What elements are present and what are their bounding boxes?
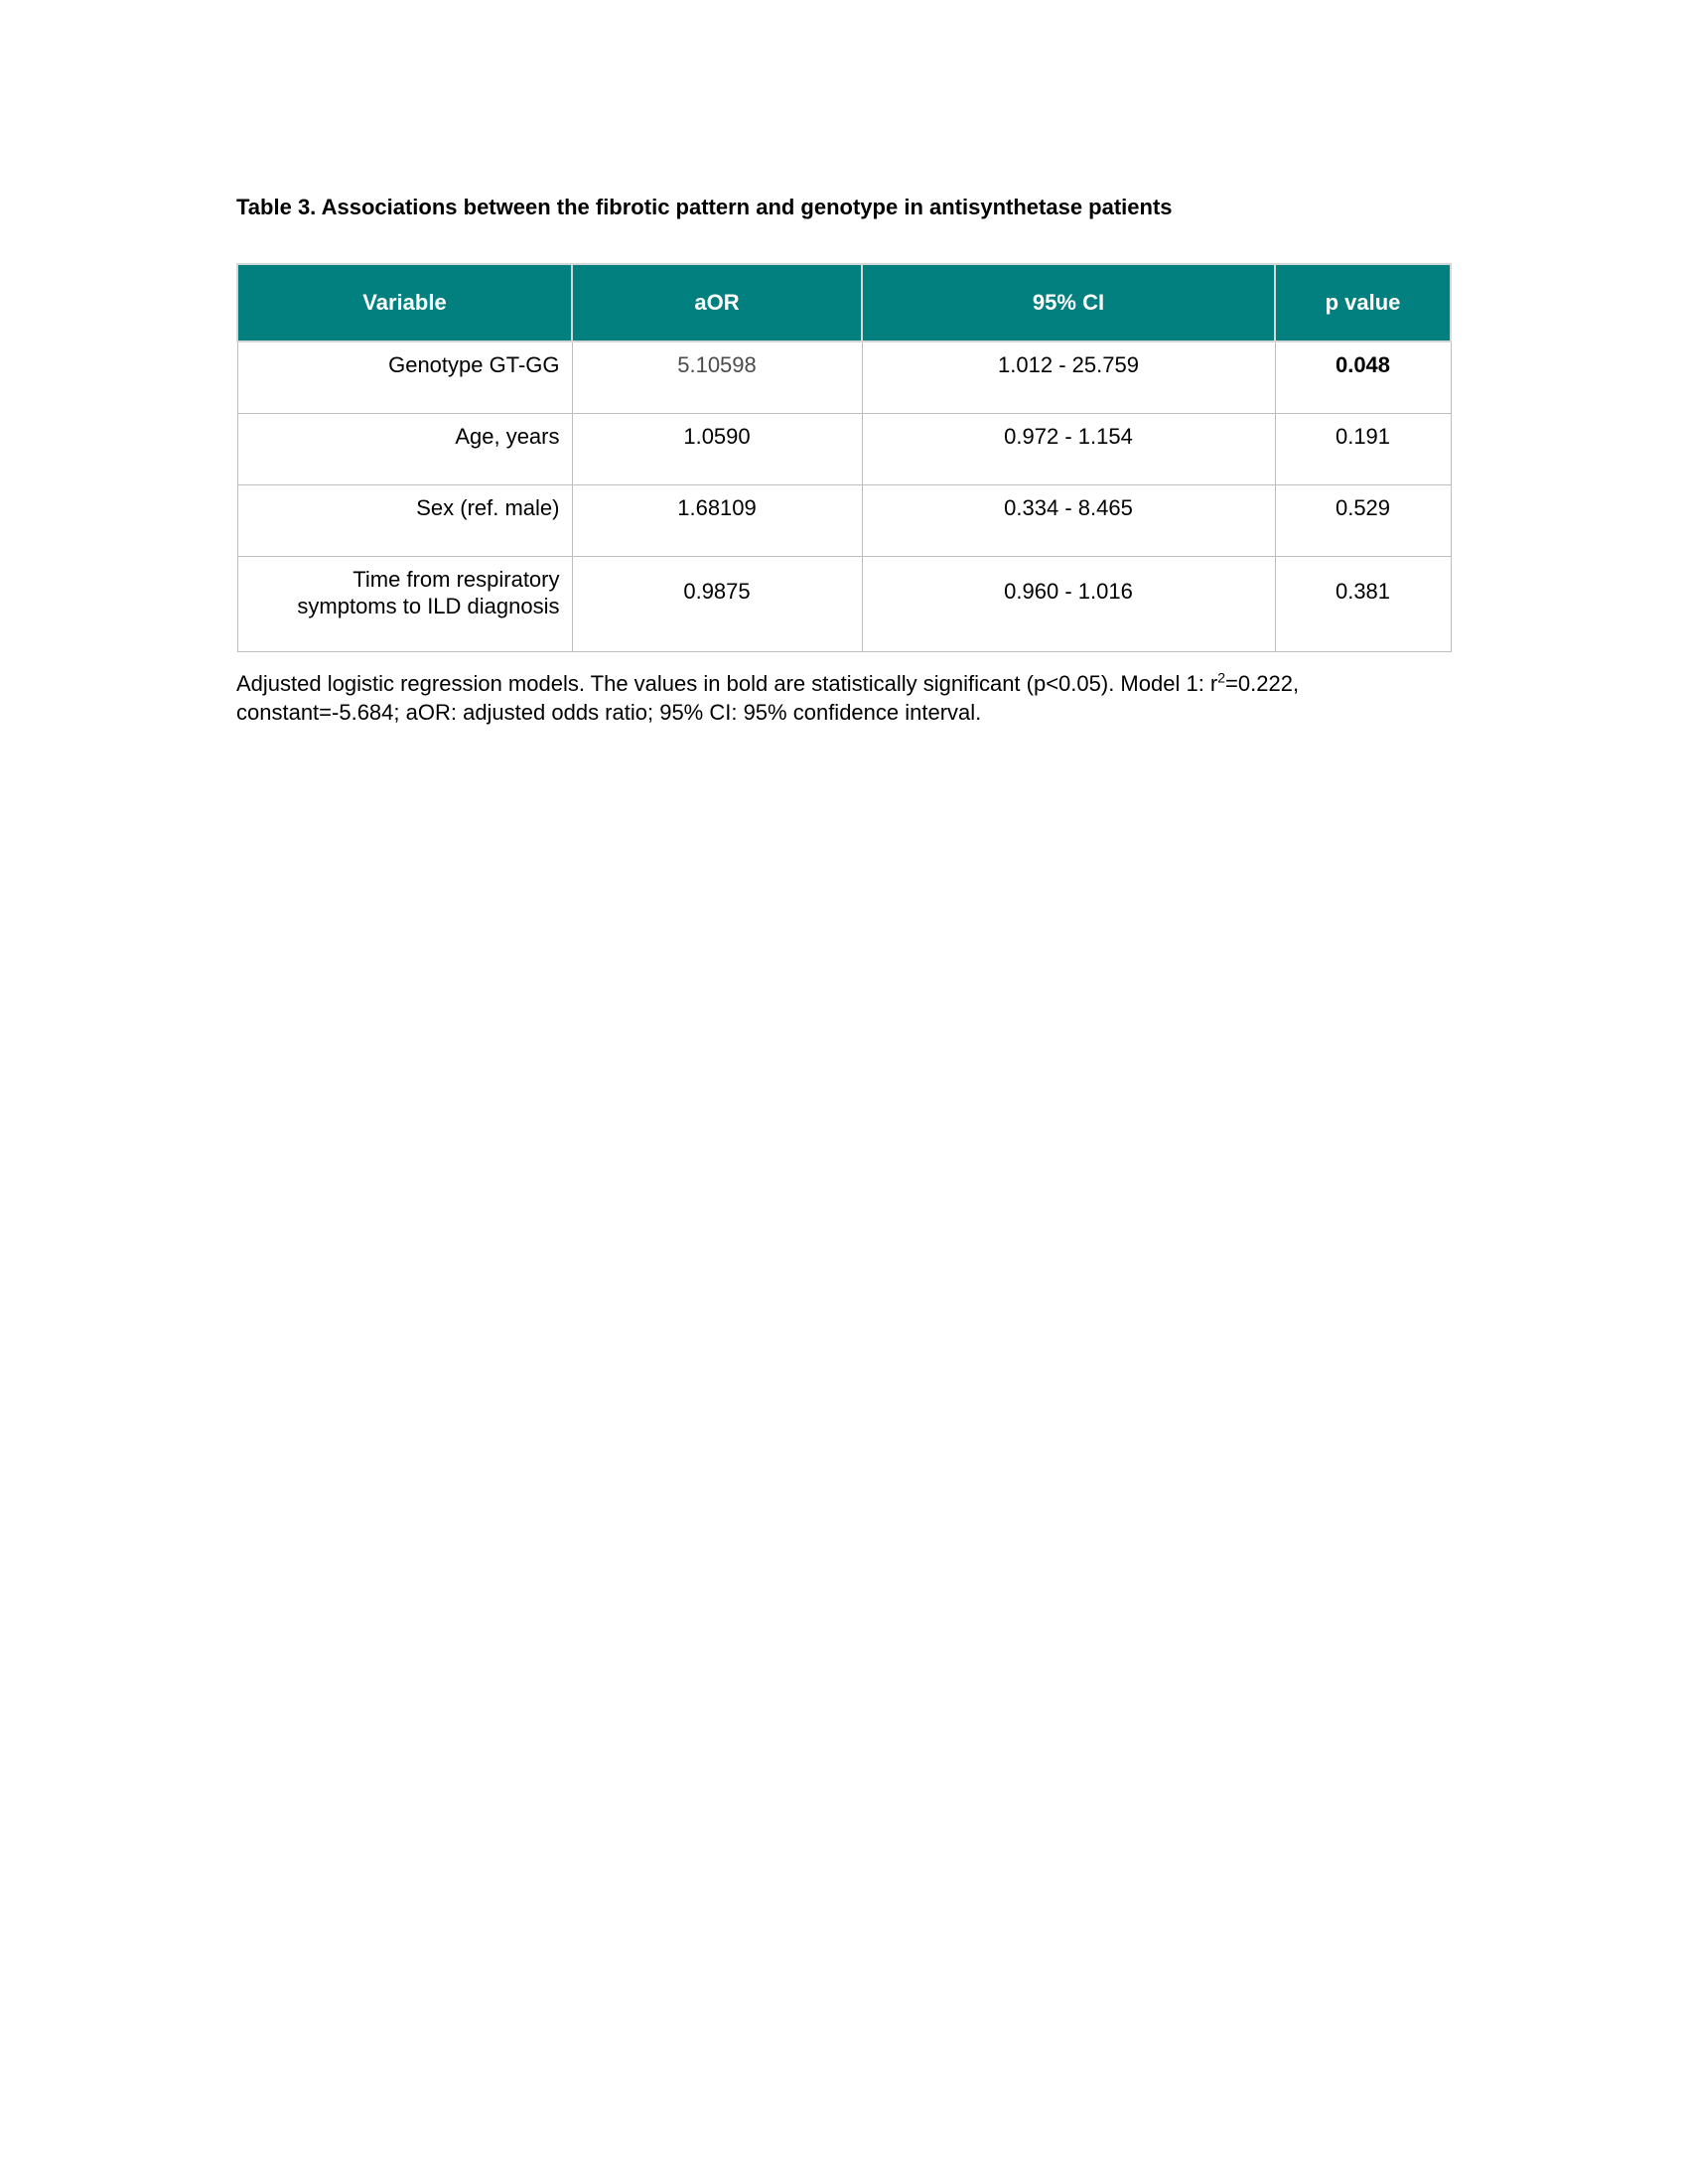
cell-ci: 0.334 - 8.465: [862, 484, 1275, 556]
cell-aor: 1.0590: [572, 413, 862, 484]
cell-aor: 0.9875: [572, 556, 862, 651]
table-header-row: [237, 264, 1451, 341]
cell-aor: 1.68109: [572, 484, 862, 556]
cell-pvalue: 0.529: [1275, 484, 1451, 556]
cell-variable: Sex (ref. male): [237, 484, 572, 556]
table-footnote: [236, 669, 1452, 727]
results-table: [236, 263, 1452, 652]
cell-variable: Time from respiratory symptoms to ILD diagnosis: [237, 556, 572, 651]
superscript-2: 2: [1217, 669, 1226, 686]
footnote-text-end: =0.222, constant=-5.684; aOR: adjusted odds ratio; 95% CI: 95% confidence interval.: [236, 670, 1300, 725]
cell-pvalue: 0.381: [1275, 556, 1451, 651]
table-row: [237, 484, 1451, 556]
cell-ci: 0.960 - 1.016: [862, 556, 1275, 651]
table-row: [237, 556, 1451, 651]
table-row: [237, 341, 1451, 413]
table-title: Table 3. Associations between the fibrotic pattern and genotype in antisynthetase patients: [236, 195, 1173, 219]
cell-variable: Genotype GT-GG: [237, 341, 572, 413]
footnote-text-start: Adjusted logistic regression models. The values in bold are statistically significant (p<0.05). Model 1: r: [236, 670, 1218, 696]
column-header-variable: Variable: [237, 264, 572, 341]
cell-ci: 0.972 - 1.154: [862, 413, 1275, 484]
cell-aor: 5.10598: [572, 341, 862, 413]
cell-variable: Age, years: [237, 413, 572, 484]
column-header-ci: 95% CI: [862, 264, 1275, 341]
cell-pvalue: 0.048: [1275, 341, 1451, 413]
table-row: [237, 413, 1451, 484]
cell-ci: 1.012 - 25.759: [862, 341, 1275, 413]
column-header-pvalue: p value: [1275, 264, 1451, 341]
page-content: [236, 195, 1452, 727]
column-header-aor: aOR: [572, 264, 862, 341]
cell-pvalue: 0.191: [1275, 413, 1451, 484]
